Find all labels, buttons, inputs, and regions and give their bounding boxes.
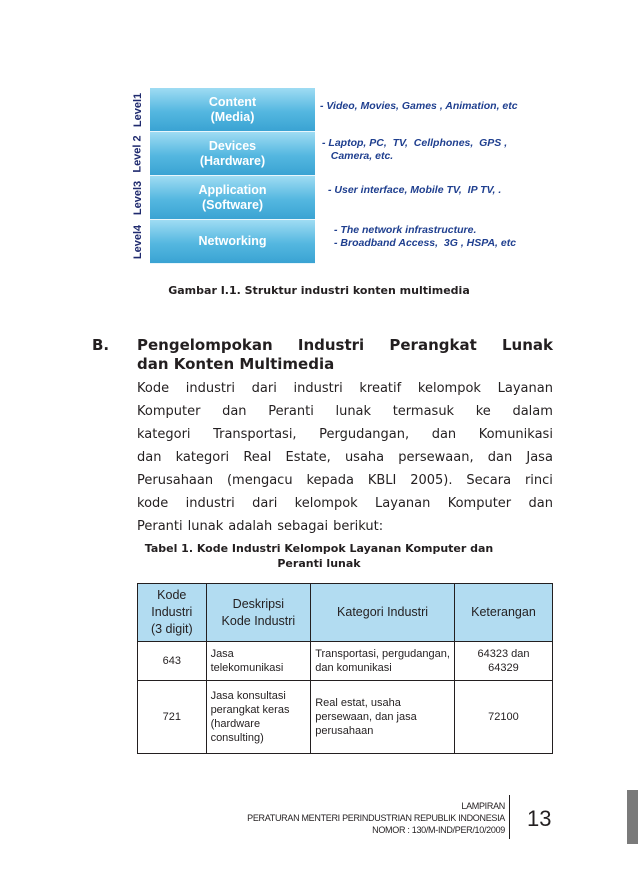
paragraph-word: kelompok [294, 496, 358, 511]
level-4-description: - The network infrastructure. - Broadband Access, 3G , HSPA, etc [334, 224, 517, 249]
footer-regulation: PERATURAN MENTERI PERINDUSTRIAN REPUBLIK INDONESIA [247, 813, 505, 823]
paragraph-line [137, 446, 553, 469]
paragraph-word: Layanan [497, 381, 553, 396]
table-header-row [138, 584, 553, 642]
paragraph-line [137, 469, 553, 492]
section-letter: B. [92, 336, 110, 354]
footer-lampiran: LAMPIRAN [461, 801, 505, 811]
paragraph-word: kepada [306, 473, 354, 488]
paragraph-line [137, 377, 553, 400]
paragraph-word: Komputer [137, 404, 201, 419]
cell-category: Real estat, usaha persewaan, dan jasa perusahaan [311, 681, 455, 754]
paragraph-word: Secara [466, 473, 512, 488]
paragraph-word: KBLI [367, 473, 397, 488]
paragraph-word: Transportasi, [213, 427, 297, 442]
cell-note: 72100 [454, 681, 552, 754]
paragraph-word: Komputer [447, 496, 512, 511]
paragraph-word: termasuk [392, 404, 455, 419]
cell-description: Jasa konsultasi perangkat keras (hardware consulting) [206, 681, 311, 754]
paragraph-word: dan [528, 496, 553, 511]
paragraph-word: Peranti [268, 404, 314, 419]
paragraph-word: Kode [137, 381, 170, 396]
paragraph-line [137, 492, 553, 515]
layer-devices-hardware: Devices (Hardware) [150, 132, 315, 176]
paragraph-word: ke [475, 404, 491, 419]
page-number: 13 [527, 806, 552, 831]
paragraph-word: dan [222, 404, 247, 419]
figure-caption: Gambar I.1. Struktur industri konten multimedia [168, 284, 470, 297]
table-row [138, 642, 553, 681]
paragraph-line [137, 400, 553, 423]
paragraph-word: kategori [137, 427, 191, 442]
title-word: Pengelompokan [137, 336, 273, 354]
paragraph-word: lunak [335, 404, 372, 419]
layer-application-software: Application (Software) [150, 176, 315, 220]
paragraph-word: Komunikasi [478, 427, 553, 442]
paragraph-word: dari [251, 381, 277, 396]
paragraph-word: Jasa [526, 450, 553, 465]
paragraph-word: dari [252, 496, 278, 511]
title-word: Perangkat [389, 336, 477, 354]
paragraph-word: Real [243, 450, 272, 465]
layer-networking: Networking [150, 220, 315, 264]
paragraph-word: rinci [524, 473, 553, 488]
paragraph-word: kelompok [417, 381, 481, 396]
header-kode-industri: Kode Industri (3 digit) [138, 584, 207, 642]
page-edge-tab [627, 790, 638, 844]
paragraph-line [137, 423, 553, 446]
paragraph-word: industri [185, 381, 235, 396]
paragraph-word: dan [137, 450, 162, 465]
paragraph-word: Peranti [137, 519, 183, 534]
cell-category: Transportasi, pergudangan, dan komunikasi [311, 642, 455, 681]
paragraph-word: persewaan, [398, 450, 474, 465]
footer-number: NOMOR : 130/M-IND/PER/10/2009 [372, 825, 505, 835]
paragraph-word: industri [293, 381, 343, 396]
cell-code: 721 [138, 681, 207, 754]
paragraph-word: Layanan [375, 496, 431, 511]
cell-code: 643 [138, 642, 207, 681]
cell-note: 64323 dan 64329 [454, 642, 552, 681]
paragraph-word: kategori [175, 450, 230, 465]
table-caption [0, 541, 638, 571]
paragraph-word: kode [137, 496, 169, 511]
layer-content-media: Content (Media) [150, 88, 315, 132]
table-row [138, 681, 553, 754]
level-label-2: Level 2 [132, 135, 144, 173]
level-2-description: - Laptop, PC, TV, Cellphones, GPS , Camera, etc. [322, 137, 508, 162]
level-3-description: - User interface, Mobile TV, IP TV, . [328, 184, 502, 196]
paragraph-word: dan [487, 450, 513, 465]
paragraph-word: 2005). [410, 473, 453, 488]
paragraph-word: Perusahaan [137, 473, 214, 488]
paragraph-word: usaha [344, 450, 385, 465]
cell-description: Jasa telekomunikasi [206, 642, 311, 681]
paragraph-word: berikut: [333, 519, 384, 534]
industry-code-table [137, 583, 553, 754]
section-title [137, 336, 553, 374]
footer-divider [509, 795, 510, 839]
level-1-description: - Video, Movies, Games , Animation, etc [320, 100, 518, 112]
paragraph-word: dan [431, 427, 457, 442]
title-word: Lunak [501, 336, 553, 354]
level-label-4: Level4 [132, 224, 144, 260]
paragraph-word: industri [185, 496, 235, 511]
paragraph-word: Estate, [285, 450, 331, 465]
header-deskripsi: Deskripsi Kode Industri [206, 584, 311, 642]
section-paragraph [137, 377, 553, 538]
level-label-3: Level3 [132, 180, 144, 216]
paragraph-word: sebagai [277, 519, 329, 534]
paragraph-word: lunak [187, 519, 224, 534]
header-keterangan: Keterangan [454, 584, 552, 642]
paragraph-word: dalam [512, 404, 553, 419]
paragraph-word: Pergudangan, [319, 427, 410, 442]
paragraph-line [137, 515, 553, 538]
table-caption-line-2: Peranti lunak [277, 557, 361, 570]
paragraph-word: adalah [228, 519, 273, 534]
header-kategori: Kategori Industri [311, 584, 455, 642]
table-caption-line-1: Tabel 1. Kode Industri Kelompok Layanan Komputer dan [144, 542, 494, 555]
level-label-1: Level1 [132, 92, 144, 128]
title-word: Industri [297, 336, 365, 354]
title-line-2: dan Konten Multimedia [137, 355, 335, 373]
paragraph-word: (mengacu [226, 473, 293, 488]
paragraph-word: kreatif [359, 381, 402, 396]
